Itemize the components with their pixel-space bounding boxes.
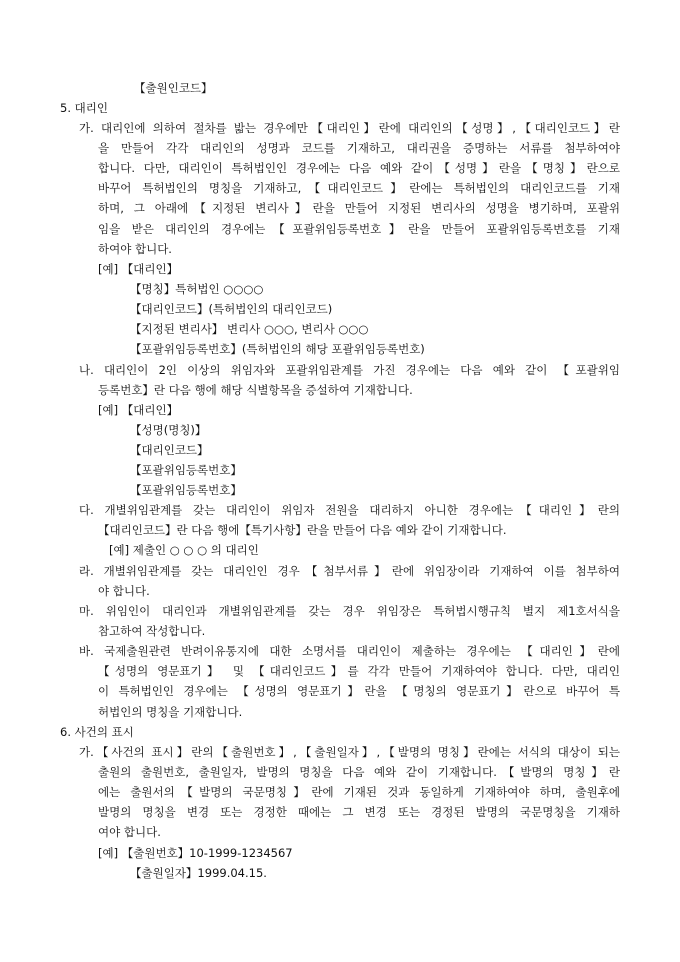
sec5-ma-line: 마. 위임인이 대리인과 개별위임관계를 갖는 경우 위임장은 특허법시행규칙 별지 제1호서식을 <box>79 604 620 618</box>
sec5-na-line: 나. 대리인이 2인 이상의 위임자와 포괄위임관계를 가진 경우에는 다음 예와 같이 【포괄위임 <box>79 363 620 377</box>
sec5-ga-example: 【대리인코드】(특허법인의 대리인코드) <box>130 302 333 316</box>
sec5-ga-example: 【지정된 변리사】 변리사 ○○○, 변리사 ○○○ <box>130 322 369 336</box>
sec5-na-example: 【포괄위임등록번호】 <box>130 463 242 477</box>
sec5-ga-line: 하며, 그 아래에【지정된 변리사】란을 만들어 지정된 변리사의 성명을 병기하며, 포괄위 <box>98 201 620 215</box>
sec5-ga-line: 가. 대리인에 의하여 절차를 밟는 경우에만【대리인】란에 대리인의【성명】,【대리인코드】란 <box>79 121 620 135</box>
sec5-ga-line: 을 만들어 각각 대리인의 성명과 코드를 기재하고, 대리권을 증명하는 서류를 첨부하여야 <box>98 141 620 155</box>
sec5-na-example: 【포괄위임등록번호】 <box>130 483 242 497</box>
sec5-ba-line: 바. 국제출원관련 반려이유통지에 대한 소명서를 대리인이 제출하는 경우에는 【대리인】란에 <box>79 644 620 658</box>
sec5-da-example: [예] 제출인 ○ ○ ○ 의 대리인 <box>109 543 259 557</box>
sec6-ga-example: [예] 【출원번호】10-1999-1234567 <box>98 846 293 860</box>
sec5-ba-line: 이 특허법인인 경우에는 【성명의 영문표기】란을 【명칭의 영문표기】란으로 바꾸어 특 <box>98 684 620 698</box>
sec5-ba-line: 허법인의 명칭을 기재합니다. <box>98 705 243 719</box>
applicant-code-label: 【출원인코드】 <box>134 81 213 95</box>
sec6-ga-line: 여야 합니다. <box>98 825 161 839</box>
sec5-ga-line: 임을 받은 대리인의 경우에는【포괄위임등록번호】란을 만들어 포괄위임등록번호를 기재 <box>98 222 620 236</box>
section-6-heading: 6. 사건의 표시 <box>60 725 134 739</box>
sec5-ga-line: 합니다. 다만, 대리인이 특허법인인 경우에는 다음 예와 같이【성명】란을【명칭】란으로 <box>98 161 620 175</box>
sec5-ga-example: [예] 【대리인】 <box>98 262 179 276</box>
sec6-ga-line: 가.【사건의 표시】란의【출원번호】,【출원일자】,【발명의 명칭】란에는 서식의 대상이 되는 <box>79 745 620 759</box>
sec5-na-line: 등록번호】란 다음 행에 해당 식별항목을 증설하여 기재합니다. <box>98 383 413 397</box>
sec5-da-line: 【대리인코드】란 다음 행에【특기사항】란을 만들어 다음 예와 같이 기재합니다. <box>98 523 507 537</box>
sec6-ga-example: 【출원일자】1999.04.15. <box>130 866 267 880</box>
sec5-ga-line: 바꾸어 특허법인의 명칭을 기재하고,【대리인코드】란에는 특허법인의 대리인코드를 기재 <box>98 181 620 195</box>
sec5-ga-example: 【포괄위임등록번호】(특허법인의 해당 포괄위임등록번호) <box>130 342 425 356</box>
sec5-ma-line: 참고하여 작성합니다. <box>98 624 206 638</box>
sec5-da-line: 다. 개별위임관계를 갖는 대리인이 위임자 전원을 대리하지 아니한 경우에는【대리인】란의 <box>79 503 620 517</box>
sec6-ga-line: 에는 출원서의【발명의 국문명칭】란에 기재된 것과 동일하게 기재하여야 하며, 출원후에 <box>98 785 620 799</box>
sec5-na-example: 【성명(명칭)】 <box>130 423 207 437</box>
sec5-ga-line: 하여야 합니다. <box>98 242 172 256</box>
sec5-ba-line: 【성명의 영문표기】 및 【대리인코드】를 각각 만들어 기재하여야 합니다. 다만, 대리인 <box>98 664 620 678</box>
sec5-ra-line: 라. 개별위임관계를 갖는 대리인인 경우【첨부서류】란에 위임장이라 기재하여 이를 첨부하여 <box>79 564 620 578</box>
sec5-na-example: 【대리인코드】 <box>130 443 209 457</box>
sec5-ra-line: 야 합니다. <box>98 584 150 598</box>
sec5-na-example: [예] 【대리인】 <box>98 403 179 417</box>
sec6-ga-line: 발명의 명칭을 변경 또는 경정한 때에는 그 변경 또는 경정된 발명의 국문명칭을 기재하 <box>98 805 620 819</box>
section-5-heading: 5. 대리인 <box>60 101 108 115</box>
sec6-ga-line: 출원의 출원번호, 출원일자, 발명의 명칭을 다음 예와 같이 기재합니다.【발명의 명칭】란 <box>98 765 620 779</box>
sec5-ga-example: 【명칭】특허법인 ○○○○ <box>130 282 264 296</box>
